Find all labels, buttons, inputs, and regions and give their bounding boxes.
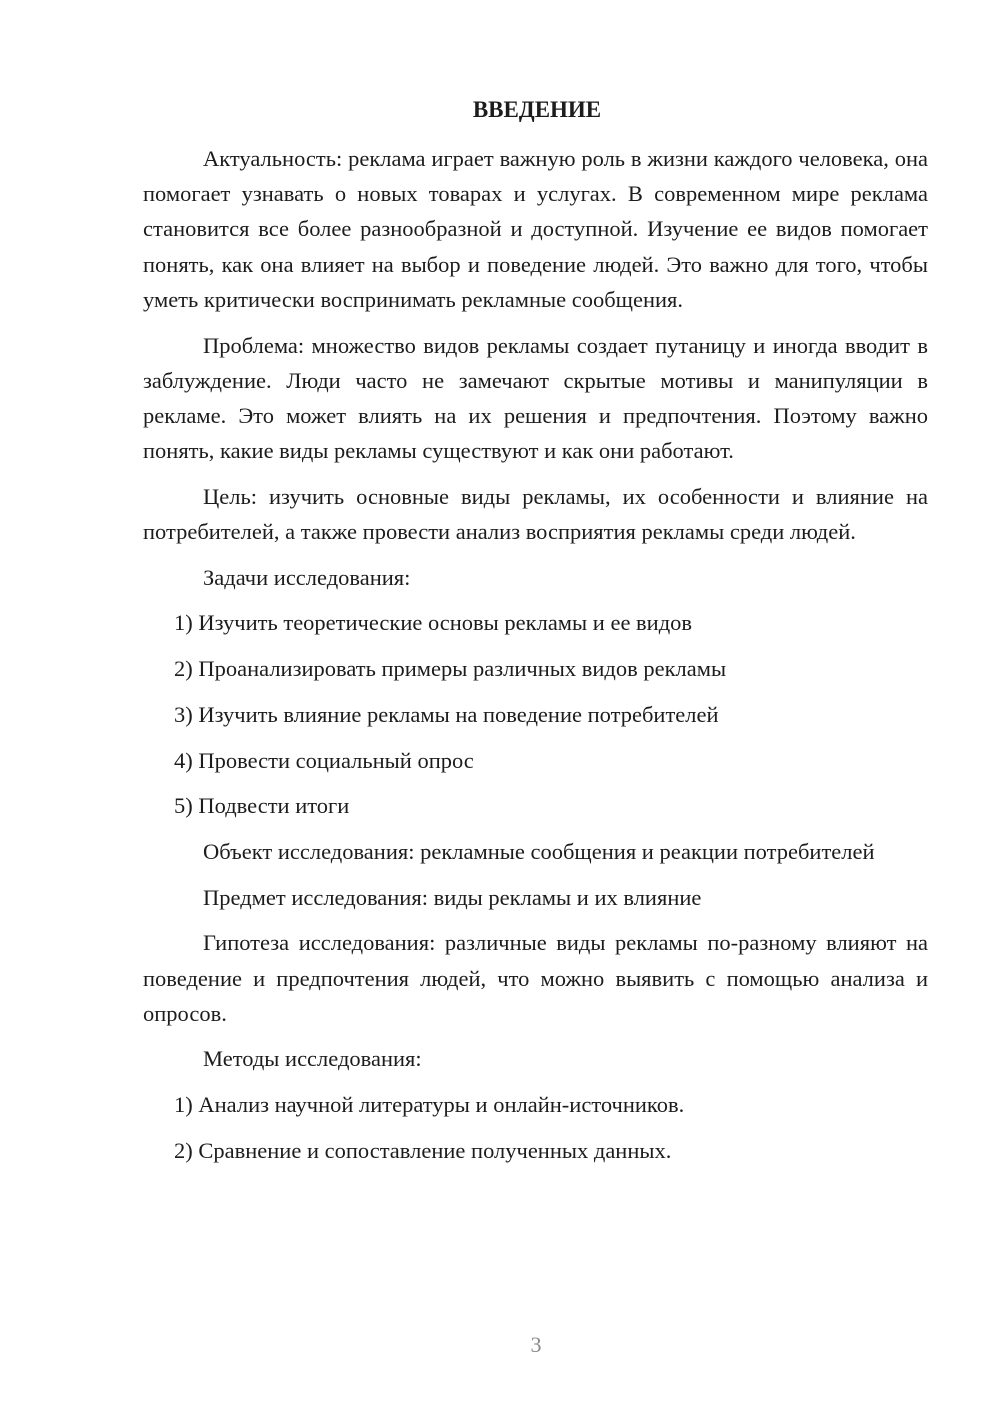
- object-paragraph: Объект исследования: рекламные сообщения и реакции потребителей: [203, 838, 875, 864]
- method-item: 1) Анализ научной литературы и онлайн-источников.: [174, 1092, 685, 1118]
- task-item: 5) Подвести итоги: [174, 793, 350, 819]
- document-page: [143, 92, 928, 1179]
- task-item: 4) Провести социальный опрос: [174, 747, 474, 773]
- page-number: 3: [530, 1332, 542, 1357]
- problem-paragraph: Проблема: множество видов рекламы создает путаницу и иногда вводит в заблуждение. Люди часто не замечают скрытые мотивы и манипуляции в рекламе. Это может влиять на их решения и предпочтения. Поэтому важно понять, какие виды рекламы существуют и как они работают.: [143, 332, 928, 464]
- methods-heading: Методы исследования:: [203, 1046, 422, 1072]
- relevance-paragraph: Актуальность: реклама играет важную роль в жизни каждого человека, она помогает узнавать о новых товарах и услугах. В современном мире реклама становится все более разнообразной и доступной. Изучение ее видов помогает понять, как она влияет на выбор и поведение людей. Это важно для того, чтобы уметь критически воспринимать рекламные сообщения.: [143, 146, 928, 312]
- section-title: ВВЕДЕНИЕ: [472, 97, 602, 122]
- hypothesis-paragraph: Гипотеза исследования: различные виды рекламы по-разному влияют на поведение и предпочтения людей, что можно выявить с помощью анализа и опросов.: [143, 930, 928, 1026]
- task-item: 2) Проанализировать примеры различных видов рекламы: [174, 656, 727, 682]
- goal-paragraph: Цель: изучить основные виды рекламы, их особенности и влияние на потребителей, а также провести анализ восприятия рекламы среди людей.: [143, 483, 928, 545]
- tasks-heading: Задачи исследования:: [203, 564, 411, 590]
- task-item: 1) Изучить теоретические основы рекламы и ее видов: [174, 610, 693, 636]
- subject-paragraph: Предмет исследования: виды рекламы и их влияние: [203, 884, 702, 910]
- task-item: 3) Изучить влияние рекламы на поведение потребителей: [174, 701, 719, 727]
- method-item: 2) Сравнение и сопоставление полученных данных.: [174, 1137, 672, 1163]
